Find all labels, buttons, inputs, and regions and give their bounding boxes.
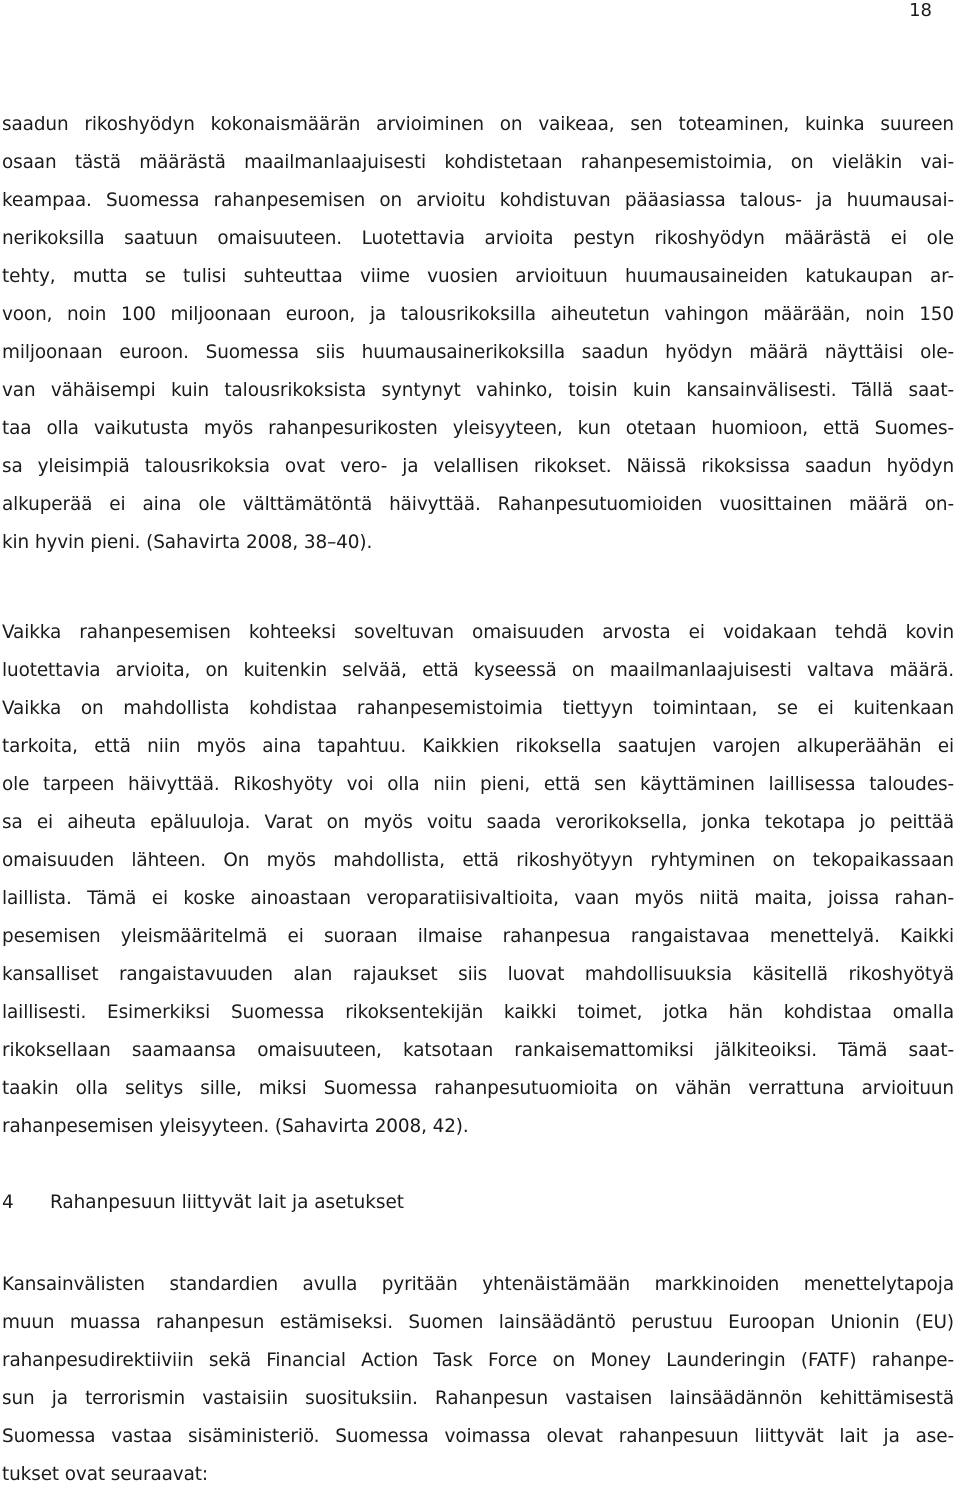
text-line: tukset ovat seuraavat: bbox=[2, 1464, 208, 1485]
text-line: sa yleisimpiä talousrikoksia ovat vero- ja velallisen rikokset. Näissä rikoksissa saadun hyödyn bbox=[2, 456, 954, 477]
text-line: Vaikka rahanpesemisen kohteeksi soveltuvan omaisuuden arvosta ei voidakaan tehdä kovin bbox=[2, 622, 954, 643]
text-line: laillisesti. Esimerkiksi Suomessa rikoksentekijän kaikki toimet, jotka hän kohdistaa omalla bbox=[2, 1002, 954, 1023]
section-title: Rahanpesuun liittyvät lait ja asetukset bbox=[50, 1192, 405, 1213]
text-line: rikoksellaan saamaansa omaisuuteen, katsotaan rankaisemattomiksi jälkiteoiksi. Tämä saat- bbox=[2, 1040, 954, 1061]
text-line: Kansainvälisten standardien avulla pyritään yhtenäistämään markkinoiden menettelytapoja bbox=[2, 1274, 954, 1295]
text-line: saadun rikoshyödyn kokonaismäärän arvioiminen on vaikeaa, sen toteaminen, kuinka suureen bbox=[2, 114, 954, 135]
text-line: kansalliset rangaistavuuden alan rajaukset siis luovat mahdollisuuksia käsitellä rikoshyötyä bbox=[2, 964, 954, 985]
text-line: kin hyvin pieni. (Sahavirta 2008, 38–40). bbox=[2, 532, 373, 553]
text-line: sa ei aiheuta epäluuloja. Varat on myös voitu saada verorikoksella, jonka tekotapa jo peittää bbox=[2, 812, 954, 833]
text-line: tehty, mutta se tulisi suhteuttaa viime vuosien arvioituun huumausaineiden katukaupan ar- bbox=[2, 266, 954, 287]
text-line: pesemisen yleismääritelmä ei suoraan ilmaise rahanpesua rangaistavaa menettelyä. Kaikki bbox=[2, 926, 954, 947]
text-line: voon, noin 100 miljoonaan euroon, ja talousrikoksilla aiheutetun vahingon määrään, noin 150 bbox=[2, 304, 954, 325]
text-line: rahanpesemisen yleisyyteen. (Sahavirta 2008, 42). bbox=[2, 1116, 469, 1137]
section-number: 4 bbox=[2, 1192, 14, 1213]
text-line: omaisuuden lähteen. On myös mahdollista, että rikoshyötyyn ryhtyminen on tekopaikassaan bbox=[2, 850, 954, 871]
page-number: 18 bbox=[909, 0, 932, 21]
text-line: van vähäisempi kuin talousrikoksista syntynyt vahinko, toisin kuin kansainvälisesti. Tällä saat- bbox=[2, 380, 954, 401]
text-line: nerikoksilla saatuun omaisuuteen. Luotettavia arvioita pestyn rikoshyödyn määrästä ei ole bbox=[2, 228, 954, 249]
text-line: laillista. Tämä ei koske ainoastaan veroparatiisivaltioita, vaan myös niitä maita, joissa rahan- bbox=[2, 888, 954, 909]
text-line: Vaikka on mahdollista kohdistaa rahanpesemistoimia tiettyyn toimintaan, se ei kuitenkaan bbox=[2, 698, 954, 719]
text-line: osaan tästä määrästä maailmanlaajuisesti kohdistetaan rahanpesemistoimia, on vieläkin vai- bbox=[2, 152, 954, 173]
text-line: keampaa. Suomessa rahanpesemisen on arvioitu kohdistuvan pääasiassa talous- ja huumausai- bbox=[2, 190, 954, 211]
text-line: taakin olla selitys sille, miksi Suomessa rahanpesutuomioita on vähän verrattuna arvioituun bbox=[2, 1078, 954, 1099]
text-line: sun ja terrorismin vastaisiin suosituksiin. Rahanpesun vastaisen lainsäädännön kehittämisestä bbox=[2, 1388, 954, 1409]
text-line: rahanpesudirektiiviin sekä Financial Action Task Force on Money Launderingin (FATF) rahanpe- bbox=[2, 1350, 954, 1371]
text-line: tarkoita, että niin myös aina tapahtuu. Kaikkien rikoksella saatujen varojen alkuperäähän ei bbox=[2, 736, 954, 757]
text-line: muun muassa rahanpesun estämiseksi. Suomen lainsäädäntö perustuu Euroopan Unionin (EU) bbox=[2, 1312, 954, 1333]
text-line: Suomessa vastaa sisäministeriö. Suomessa voimassa olevat rahanpesuun liittyvät lait ja ase- bbox=[2, 1426, 954, 1447]
text-line: miljoonaan euroon. Suomessa siis huumausainerikoksilla saadun hyödyn määrä näyttäisi ole- bbox=[2, 342, 954, 363]
text-line: luotettavia arvioita, on kuitenkin selvää, että kyseessä on maailmanlaajuisesti valtava määrä. bbox=[2, 660, 954, 681]
text-line: taa olla vaikutusta myös rahanpesurikosten yleisyyteen, kun otetaan huomioon, että Suomes- bbox=[2, 418, 954, 439]
text-line: ole tarpeen häivyttää. Rikoshyöty voi olla niin pieni, että sen käyttäminen laillisessa taloudes- bbox=[2, 774, 954, 795]
text-line: alkuperää ei aina ole välttämätöntä häivyttää. Rahanpesutuomioiden vuosittainen määrä on- bbox=[2, 494, 954, 515]
